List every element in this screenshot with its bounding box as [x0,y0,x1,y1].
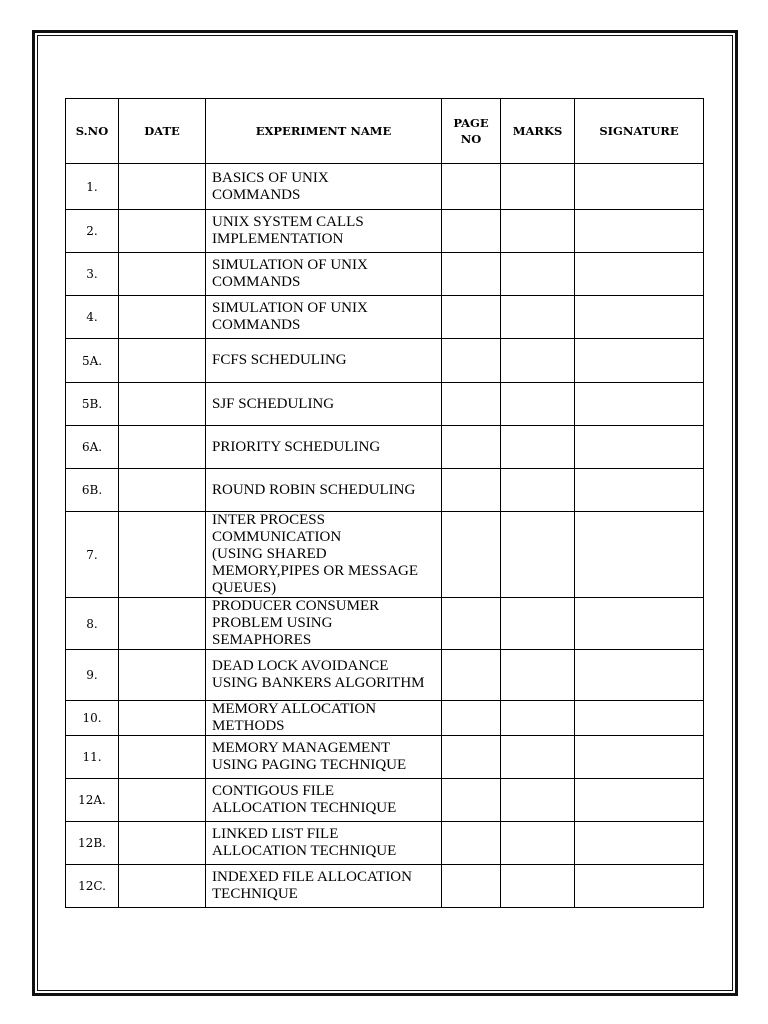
marks-cell [501,701,575,736]
date-cell [119,383,206,426]
signature-cell [575,822,704,865]
sno-cell: 12B. [66,822,119,865]
signature-cell [575,779,704,822]
sno-cell: 2. [66,210,119,253]
header-date: DATE [119,99,206,164]
experiment-name-cell: MEMORY MANAGEMENT USING PAGING TECHNIQUE [206,736,442,779]
table-row [66,164,704,210]
date-cell [119,736,206,779]
marks-cell [501,426,575,469]
signature-cell [575,736,704,779]
page-no-cell [442,512,501,598]
sno-cell: 8. [66,598,119,650]
table-row [66,512,704,598]
experiment-index-table [65,98,704,908]
header-page-no: PAGE NO [442,99,501,164]
experiment-name-cell: BASICS OF UNIX COMMANDS [206,164,442,210]
table-row [66,598,704,650]
signature-cell [575,598,704,650]
marks-cell [501,383,575,426]
marks-cell [501,164,575,210]
experiment-name-cell: INDEXED FILE ALLOCATION TECHNIQUE [206,865,442,908]
marks-cell [501,469,575,512]
experiment-name-cell: FCFS SCHEDULING [206,339,442,383]
marks-cell [501,512,575,598]
table-row [66,339,704,383]
header-marks: MARKS [501,99,575,164]
date-cell [119,822,206,865]
page-no-cell [442,210,501,253]
experiment-name-cell: SIMULATION OF UNIX COMMANDS [206,253,442,296]
table-row [66,296,704,339]
page-no-cell [442,426,501,469]
date-cell [119,469,206,512]
table-row [66,701,704,736]
signature-cell [575,865,704,908]
experiment-name-cell: UNIX SYSTEM CALLS IMPLEMENTATION [206,210,442,253]
table-row [66,822,704,865]
sno-cell: 3. [66,253,119,296]
table-row [66,650,704,701]
signature-cell [575,512,704,598]
marks-cell [501,296,575,339]
date-cell [119,865,206,908]
date-cell [119,512,206,598]
table-row [66,253,704,296]
page-no-cell [442,253,501,296]
table-row [66,426,704,469]
date-cell [119,253,206,296]
marks-cell [501,210,575,253]
table-row [66,383,704,426]
header-experiment-name: EXPERIMENT NAME [206,99,442,164]
marks-cell [501,865,575,908]
page-no-cell [442,469,501,512]
sno-cell: 7. [66,512,119,598]
experiment-name-cell: SIMULATION OF UNIX COMMANDS [206,296,442,339]
table-row [66,210,704,253]
date-cell [119,164,206,210]
marks-cell [501,650,575,701]
marks-cell [501,598,575,650]
signature-cell [575,426,704,469]
marks-cell [501,253,575,296]
experiment-name-cell: ROUND ROBIN SCHEDULING [206,469,442,512]
sno-cell: 6A. [66,426,119,469]
signature-cell [575,701,704,736]
sno-cell: 10. [66,701,119,736]
experiment-name-cell: PRIORITY SCHEDULING [206,426,442,469]
signature-cell [575,650,704,701]
date-cell [119,779,206,822]
sno-cell: 4. [66,296,119,339]
signature-cell [575,339,704,383]
page-no-cell [442,339,501,383]
page-no-cell [442,865,501,908]
date-cell [119,426,206,469]
marks-cell [501,339,575,383]
date-cell [119,598,206,650]
signature-cell [575,383,704,426]
date-cell [119,701,206,736]
table-row [66,865,704,908]
experiment-name-cell: INTER PROCESS COMMUNICATION (USING SHARED MEMORY,PIPES OR MESSAGE QUEUES) [206,512,442,598]
date-cell [119,210,206,253]
page-no-cell [442,736,501,779]
page-no-cell [442,779,501,822]
page-no-cell [442,701,501,736]
page-no-cell [442,650,501,701]
signature-cell [575,253,704,296]
page-no-cell [442,598,501,650]
marks-cell [501,779,575,822]
page-no-cell [442,822,501,865]
experiment-name-cell: DEAD LOCK AVOIDANCE USING BANKERS ALGORITHM [206,650,442,701]
signature-cell [575,210,704,253]
page-no-cell [442,383,501,426]
table-row [66,779,704,822]
page-no-cell [442,164,501,210]
page-no-cell [442,296,501,339]
table-row [66,469,704,512]
signature-cell [575,164,704,210]
date-cell [119,339,206,383]
marks-cell [501,822,575,865]
date-cell [119,296,206,339]
sno-cell: 5A. [66,339,119,383]
marks-cell [501,736,575,779]
experiment-name-cell: CONTIGOUS FILE ALLOCATION TECHNIQUE [206,779,442,822]
signature-cell [575,469,704,512]
sno-cell: 12A. [66,779,119,822]
sno-cell: 12C. [66,865,119,908]
signature-cell [575,296,704,339]
experiment-name-cell: MEMORY ALLOCATION METHODS [206,701,442,736]
table-row [66,736,704,779]
header-signature: SIGNATURE [575,99,704,164]
sno-cell: 11. [66,736,119,779]
header-sno: S.NO [66,99,119,164]
table-header-row [66,99,704,164]
experiment-name-cell: PRODUCER CONSUMER PROBLEM USING SEMAPHORES [206,598,442,650]
experiment-name-cell: LINKED LIST FILE ALLOCATION TECHNIQUE [206,822,442,865]
sno-cell: 6B. [66,469,119,512]
experiment-name-cell: SJF SCHEDULING [206,383,442,426]
sno-cell: 1. [66,164,119,210]
sno-cell: 5B. [66,383,119,426]
sno-cell: 9. [66,650,119,701]
date-cell [119,650,206,701]
